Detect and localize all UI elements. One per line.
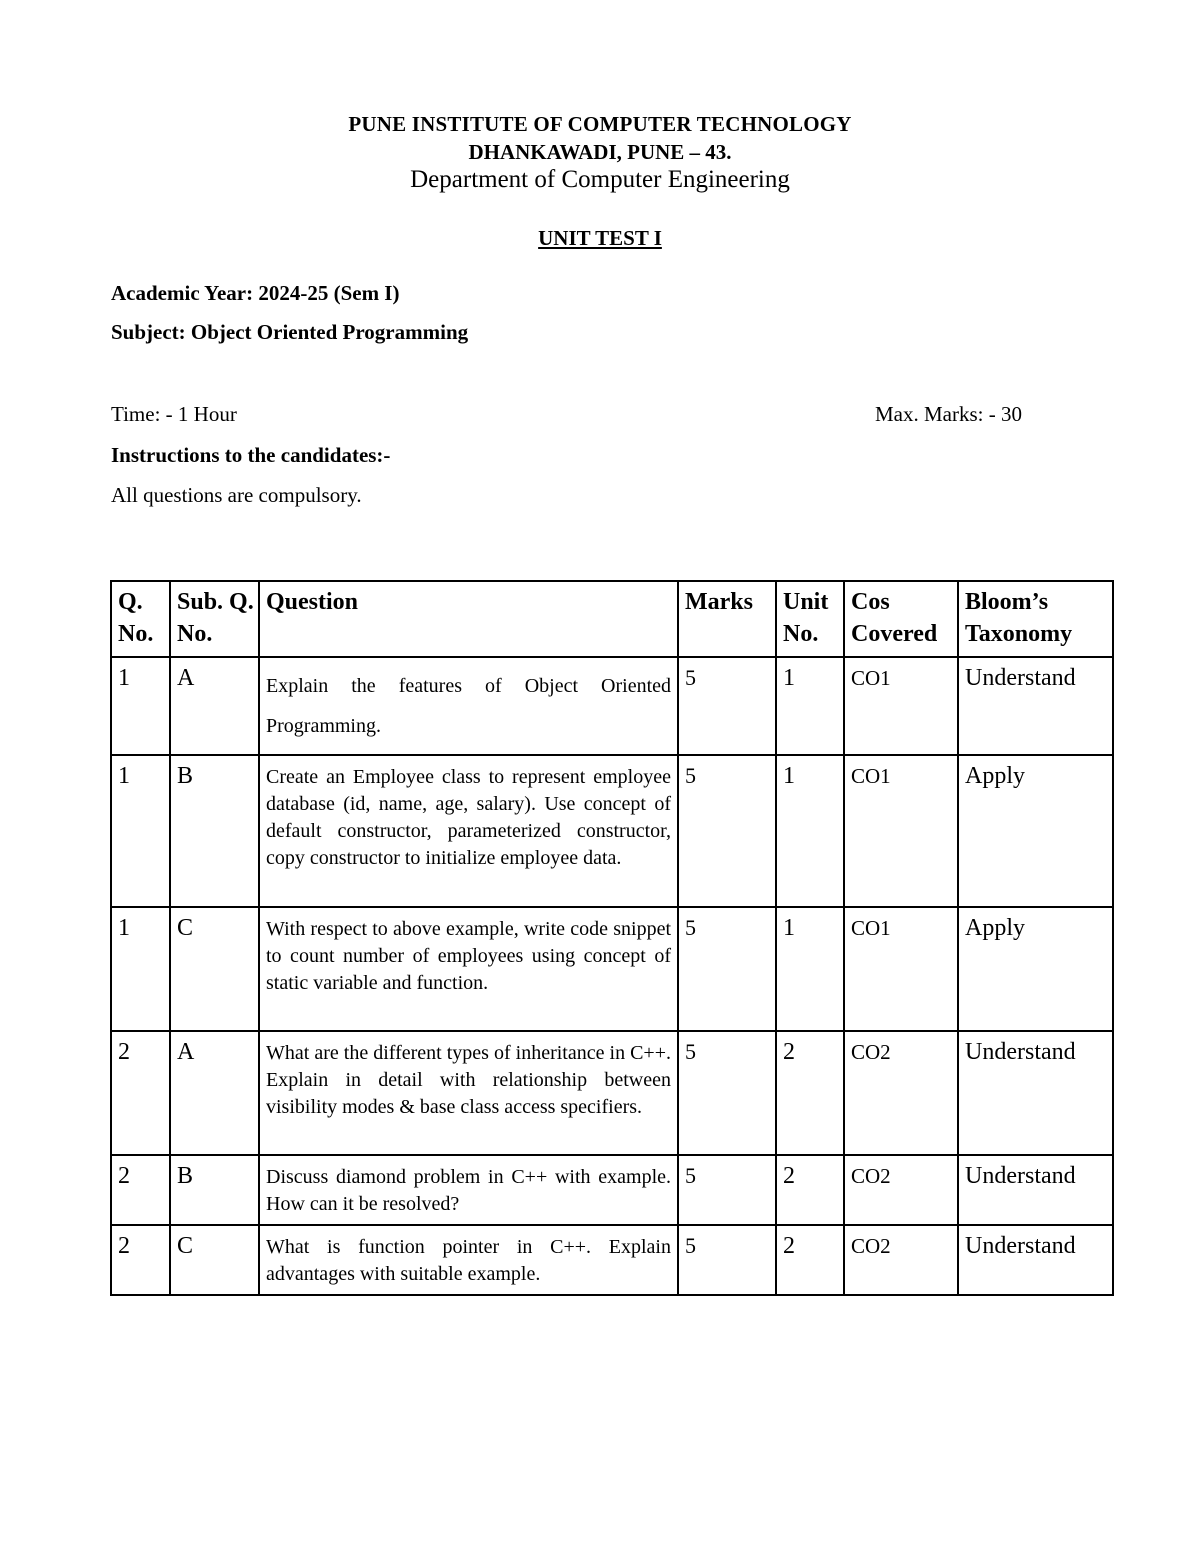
header-q-no: Q. No.: [111, 581, 170, 657]
cell-bloom: Understand: [958, 1155, 1113, 1225]
cell-question: Discuss diamond problem in C++ with example. How can it be resolved?: [259, 1155, 678, 1225]
cell-unit-no: 1: [776, 657, 844, 755]
cell-sub-q-no: A: [170, 657, 259, 755]
time-allowed: Time: - 1 Hour: [111, 402, 237, 426]
cell-question: Create an Employee class to represent employee database (id, name, age, salary). Use concept of default constructor, parameterized constructor, copy constructor to initialize employee data.: [259, 755, 678, 907]
cell-bloom: Apply: [958, 907, 1113, 1031]
cell-question: With respect to above example, write code snippet to count number of employees using concept of static variable and function.: [259, 907, 678, 1031]
header-sub-q-no: Sub. Q. No.: [170, 581, 259, 657]
cell-q-no: 2: [111, 1031, 170, 1155]
cell-q-no: 2: [111, 1225, 170, 1295]
cell-marks: 5: [678, 1225, 776, 1295]
cell-co: CO1: [844, 907, 958, 1031]
cell-q-no: 2: [111, 1155, 170, 1225]
table-row: [111, 657, 1113, 755]
header-question: Question: [259, 581, 678, 657]
cell-sub-q-no: A: [170, 1031, 259, 1155]
cell-sub-q-no: B: [170, 755, 259, 907]
cell-q-no: 1: [111, 907, 170, 1031]
institute-name: PUNE INSTITUTE OF COMPUTER TECHNOLOGY: [348, 112, 852, 136]
table-row: [111, 1031, 1113, 1155]
cell-q-no: 1: [111, 657, 170, 755]
cell-bloom: Understand: [958, 657, 1113, 755]
cell-unit-no: 2: [776, 1155, 844, 1225]
cell-question: Explain the features of Object Oriented Programming.: [259, 657, 678, 755]
instructions-heading: Instructions to the candidates:-: [111, 443, 391, 467]
header-unit-no: Unit No.: [776, 581, 844, 657]
table-row: [111, 755, 1113, 907]
cell-question: What are the different types of inheritance in C++. Explain in detail with relationship between visibility modes & base class access specifiers.: [259, 1031, 678, 1155]
cell-marks: 5: [678, 907, 776, 1031]
cell-unit-no: 1: [776, 907, 844, 1031]
cell-co: CO2: [844, 1155, 958, 1225]
cell-unit-no: 2: [776, 1225, 844, 1295]
cell-sub-q-no: C: [170, 1225, 259, 1295]
cell-co: CO2: [844, 1031, 958, 1155]
cell-unit-no: 2: [776, 1031, 844, 1155]
table-row: [111, 1155, 1113, 1225]
max-marks: Max. Marks: - 30: [875, 402, 1022, 426]
department-name: Department of Computer Engineering: [410, 166, 790, 193]
test-title: UNIT TEST I: [538, 226, 662, 250]
cell-marks: 5: [678, 755, 776, 907]
cell-question: What is function pointer in C++. Explain advantages with suitable example.: [259, 1225, 678, 1295]
header-marks: Marks: [678, 581, 776, 657]
cell-sub-q-no: B: [170, 1155, 259, 1225]
subject: Subject: Object Oriented Programming: [111, 320, 469, 344]
cell-q-no: 1: [111, 755, 170, 907]
table-header-row: [111, 581, 1113, 657]
header-cos-covered: Cos Covered: [844, 581, 958, 657]
cell-co: CO1: [844, 755, 958, 907]
cell-unit-no: 1: [776, 755, 844, 907]
cell-marks: 5: [678, 1031, 776, 1155]
table-row: [111, 907, 1113, 1031]
cell-bloom: Understand: [958, 1031, 1113, 1155]
cell-co: CO2: [844, 1225, 958, 1295]
cell-marks: 5: [678, 1155, 776, 1225]
institute-address: DHANKAWADI, PUNE – 43.: [468, 140, 732, 164]
cell-bloom: Understand: [958, 1225, 1113, 1295]
academic-year: Academic Year: 2024-25 (Sem I): [111, 281, 400, 305]
cell-marks: 5: [678, 657, 776, 755]
table-row: [111, 1225, 1113, 1295]
header-blooms-taxonomy: Bloom’s Taxonomy: [958, 581, 1113, 657]
question-table: [110, 580, 1114, 1296]
cell-bloom: Apply: [958, 755, 1113, 907]
instructions-text: All questions are compulsory.: [111, 483, 362, 507]
cell-co: CO1: [844, 657, 958, 755]
cell-sub-q-no: C: [170, 907, 259, 1031]
